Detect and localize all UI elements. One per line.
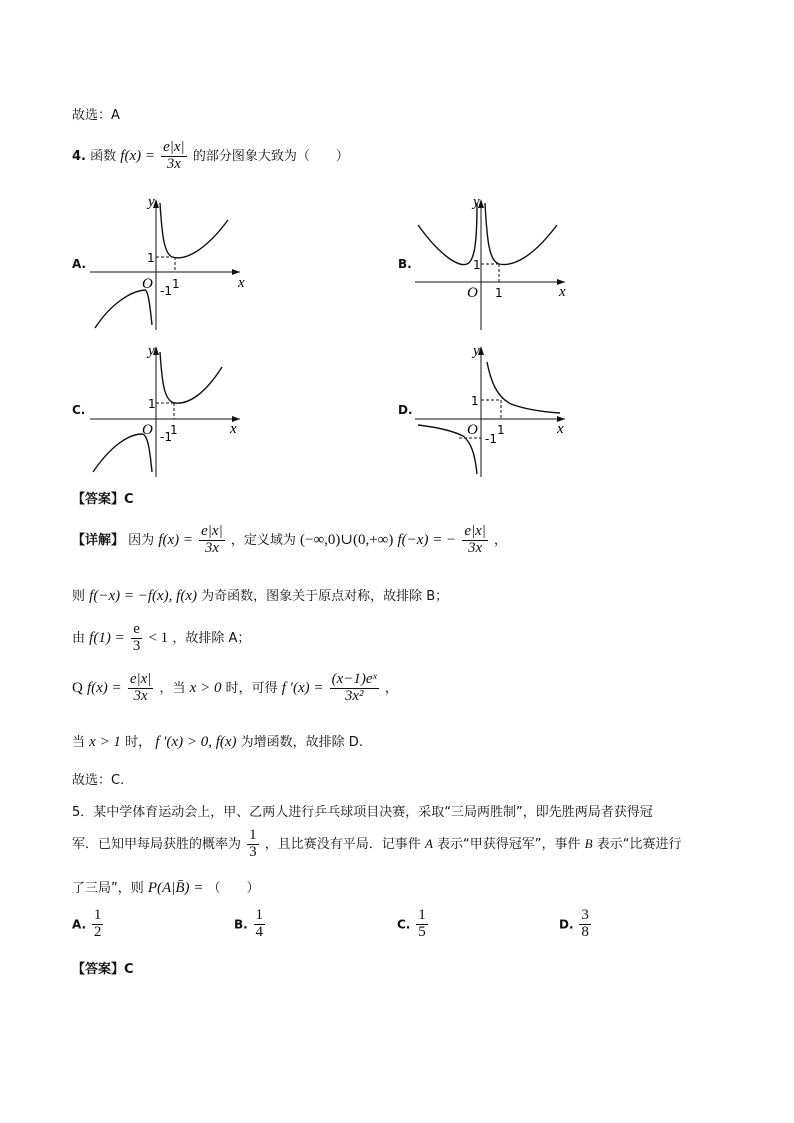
stem-prefix: 函数	[90, 148, 117, 164]
graph-d-label: D.	[398, 403, 413, 417]
numerator: 1	[93, 907, 102, 923]
fraction	[247, 828, 259, 861]
text: 由	[72, 630, 86, 646]
numerator: (x−1)eˣ	[331, 671, 377, 687]
text: ，	[494, 532, 508, 548]
math: f(−x) = −	[397, 531, 457, 548]
function-lhs: f(x) =	[120, 147, 155, 164]
origin-label: O	[467, 285, 478, 301]
fraction	[579, 908, 591, 941]
text: 为奇函数，图象关于原点对称，故排除 B；	[201, 589, 449, 604]
math: f(1) =	[89, 629, 125, 646]
denominator: 3x²	[344, 687, 364, 704]
origin-label: O	[142, 422, 153, 438]
question-5-line-1: 5．某中学体育运动会上，甲、乙两人进行乒乓球项目决赛，采取“三局两胜制”，即先胜两局者获得冠	[72, 805, 653, 820]
denominator: 2	[93, 923, 102, 940]
fraction	[462, 524, 488, 557]
fraction-numerator: e|x|	[163, 139, 185, 155]
y-label: y	[473, 343, 480, 359]
question-5-line-2	[72, 828, 682, 861]
right-branch	[160, 352, 222, 403]
x-label: x	[230, 421, 237, 437]
text: 了三局”，则	[72, 881, 144, 896]
text: 因为	[128, 532, 155, 548]
math: x > 0	[189, 679, 222, 696]
numerator: 3	[581, 907, 589, 923]
fraction	[131, 622, 143, 655]
math: f(x) =	[158, 531, 193, 548]
stem-suffix: 的部分图象大致为（ ）	[192, 148, 349, 164]
detail-line-6: 故选：C.	[72, 773, 125, 788]
option-label: C.	[397, 917, 411, 932]
text: 军．已知甲每局获胜的概率为	[72, 836, 242, 852]
math: f(−x) = −f(x), f(x)	[89, 588, 197, 604]
math: f(x) =	[86, 679, 122, 696]
option-b[interactable]	[234, 908, 267, 941]
y-one-label: 1	[473, 258, 481, 272]
option-label: A.	[72, 917, 87, 932]
event-a: A	[424, 835, 433, 851]
fraction	[330, 672, 379, 705]
event-b: B	[584, 835, 593, 851]
text: 时，	[125, 735, 152, 750]
answer-5: 【答案】C	[72, 962, 134, 977]
math: P(A|B̄) =	[147, 880, 204, 896]
math: < 1	[148, 629, 169, 646]
text: （ ）	[207, 881, 260, 896]
text: 当	[72, 735, 86, 750]
y-one-label: 1	[471, 394, 479, 408]
option-label: B.	[234, 917, 248, 932]
option-label: D.	[559, 917, 574, 932]
fraction	[254, 908, 266, 941]
math: Q	[72, 679, 83, 696]
right-branch	[485, 203, 557, 265]
graph-a-label: A.	[72, 257, 87, 271]
numerator: 1	[255, 907, 264, 923]
origin-label: O	[467, 422, 478, 438]
graph-b-label: B.	[398, 257, 412, 271]
text: ，故排除 A；	[172, 630, 251, 646]
numerator: 1	[418, 907, 426, 923]
neg-one-label: -1	[485, 432, 497, 446]
previous-answer: 故选：A	[72, 108, 120, 123]
math: x > 1	[89, 734, 121, 750]
fraction	[416, 908, 428, 941]
denominator: 3x	[468, 539, 483, 556]
graph-c-label: C.	[72, 403, 86, 417]
numerator: e	[133, 621, 140, 637]
detail-label: 【详解】	[72, 532, 125, 548]
left-branch	[418, 203, 477, 265]
numerator: 1	[249, 827, 257, 843]
x-one-label: 1	[170, 423, 178, 437]
text: 表示“甲获得冠军”，事件	[437, 836, 581, 852]
x-one-label: 1	[172, 277, 180, 291]
graph-b	[415, 195, 575, 339]
question-4-stem	[72, 140, 349, 173]
math: f ′(x) =	[281, 679, 324, 696]
neg-one-label: -1	[160, 430, 172, 444]
denominator: 3x	[204, 539, 219, 556]
text: ，	[384, 680, 398, 696]
text: ，且比赛没有平局．记事件	[264, 836, 421, 852]
detail-line-2	[72, 585, 448, 605]
y-one-label: 1	[147, 251, 155, 265]
question-number: 4.	[72, 148, 86, 164]
x-label: x	[238, 275, 245, 291]
answer-4: 【答案】C	[72, 492, 134, 507]
text: 时，可得	[225, 680, 278, 696]
numerator: e|x|	[464, 523, 486, 539]
graph-c	[90, 342, 250, 486]
detail-line-3	[72, 622, 250, 655]
y-one-label: 1	[148, 397, 156, 411]
denominator: 3x	[133, 687, 148, 704]
left-branch	[93, 434, 152, 472]
numerator: e|x|	[129, 671, 152, 687]
right-branch	[487, 362, 560, 413]
y-label: y	[473, 194, 480, 210]
math: f ′(x) > 0, f(x)	[155, 734, 237, 750]
text: ，定义域为	[230, 532, 296, 548]
option-d[interactable]	[559, 908, 593, 941]
text: 则	[72, 589, 86, 604]
domain: (−∞,0)∪(0,+∞)	[300, 531, 394, 548]
fraction	[92, 908, 104, 941]
denominator: 5	[418, 923, 426, 940]
origin-label: O	[142, 276, 153, 292]
text: 为增函数，故排除 D.	[240, 735, 363, 750]
detail-line-4	[72, 672, 398, 705]
detail-line-1	[72, 524, 507, 557]
text: 表示“比赛进行	[596, 836, 682, 852]
neg-one-label: -1	[160, 284, 172, 298]
denominator: 8	[581, 923, 589, 940]
x-one-label: 1	[497, 423, 505, 437]
denominator: 3	[249, 843, 257, 860]
x-label: x	[557, 421, 564, 437]
function-fraction	[161, 140, 187, 173]
y-label: y	[148, 343, 155, 359]
denominator: 3	[132, 637, 141, 654]
detail-line-5	[72, 731, 363, 751]
graph-a	[90, 195, 250, 339]
x-label: x	[559, 284, 566, 300]
left-branch	[95, 290, 152, 328]
option-a[interactable]	[72, 908, 105, 941]
numerator: e|x|	[201, 523, 223, 539]
denominator: 4	[255, 923, 264, 940]
graph-d	[415, 342, 575, 486]
right-branch	[160, 203, 228, 258]
y-label: y	[148, 194, 155, 210]
text: ，当	[159, 680, 186, 696]
option-c[interactable]	[397, 908, 430, 941]
question-5-line-3	[72, 877, 260, 897]
fraction	[128, 672, 154, 705]
fraction	[199, 524, 225, 557]
x-one-label: 1	[495, 286, 503, 300]
fraction-denominator: 3x	[166, 155, 181, 172]
